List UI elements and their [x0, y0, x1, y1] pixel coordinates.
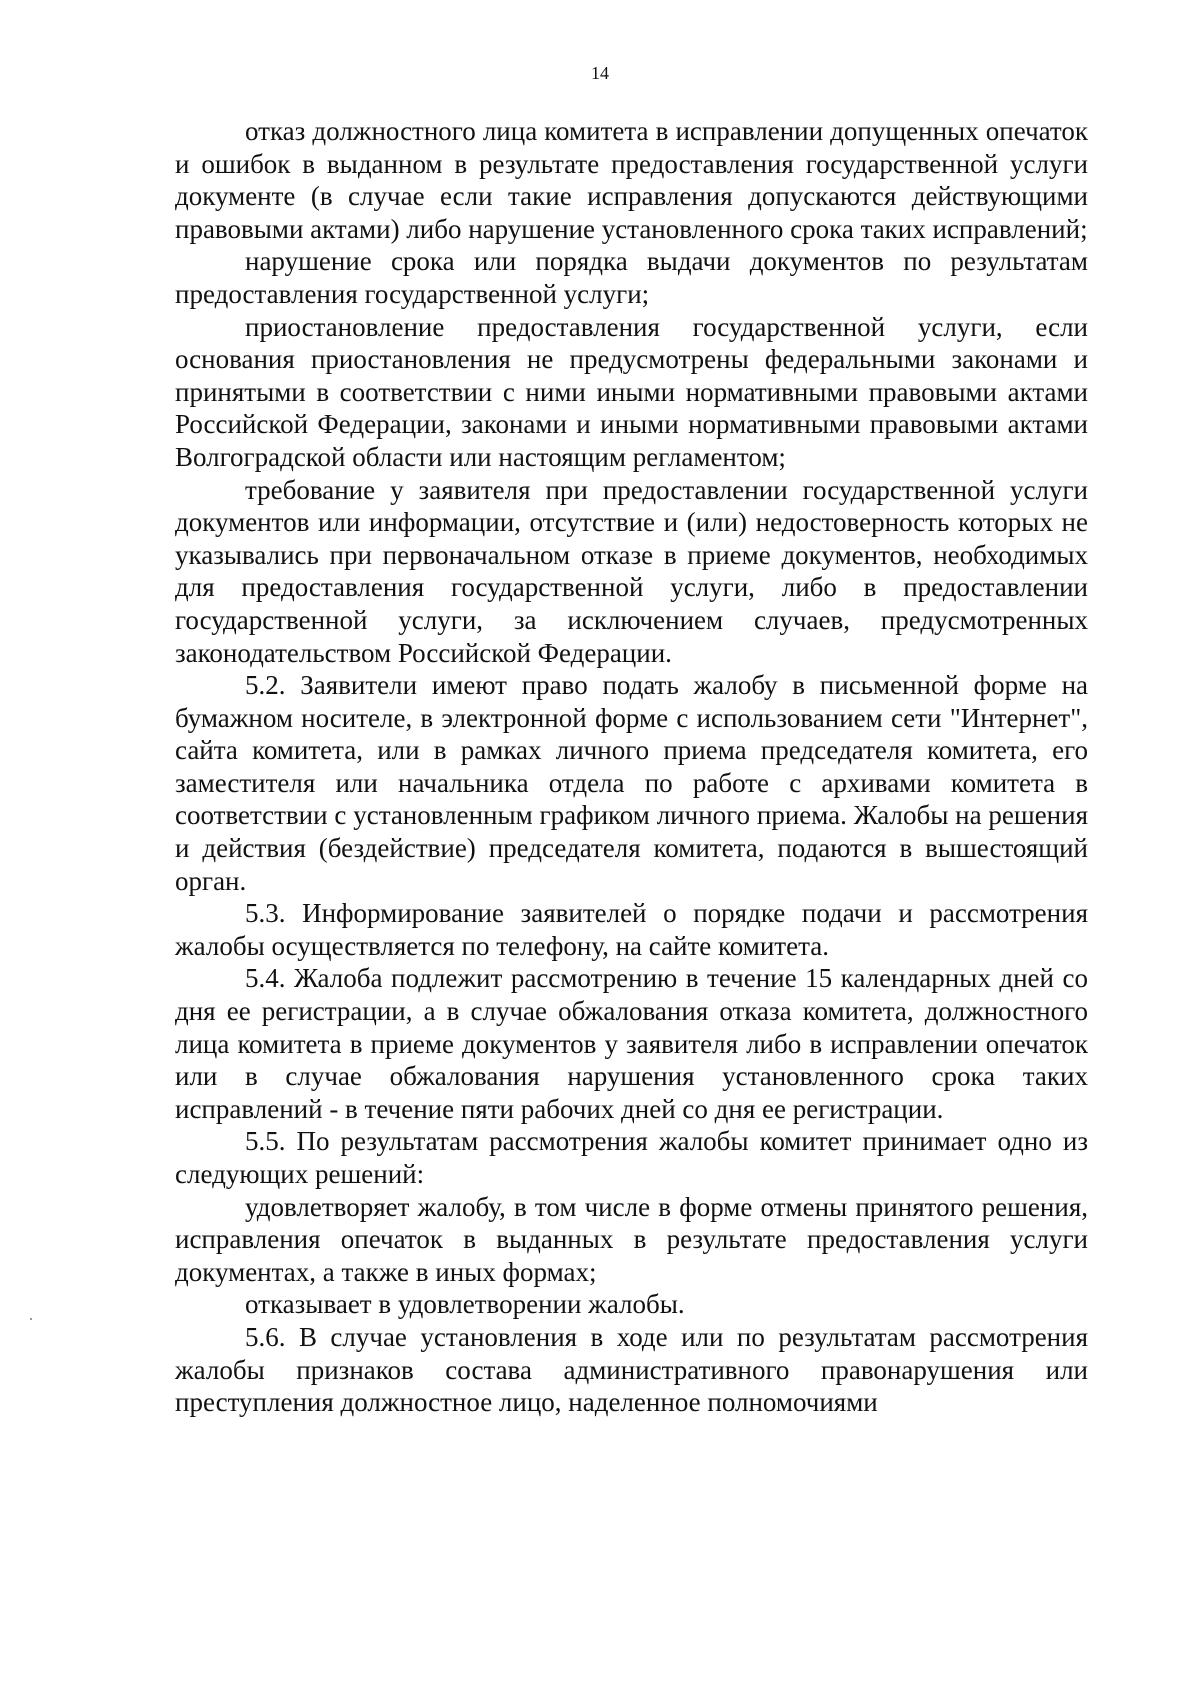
paragraph-document-requirement: требование у заявителя при предоставлении государственной услуги документов или информации, отсутствие и (или) недостоверность которых не указывались при первоначальном отказе в приеме документов, необходимых для предоставления государственной услуги, либо в предоставлении государственной услуги, за исключением случаев, предусмотренных законодательством Российской Федерации.: [175, 474, 1088, 668]
scan-speck: [30, 1318, 32, 1320]
paragraph-refuses-complaint: отказывает в удовлетворении жалобы.: [245, 1289, 685, 1320]
paragraph-5-5: 5.5. По результатам рассмотрения жалобы комитет принимает одно из следующих решений:: [175, 1126, 1088, 1189]
document-body: [175, 115, 1088, 1419]
paragraph-5-6: 5.6. В случае установления в ходе или по результатам рассмотрения жалобы признаков состава административного правонарушения или преступления должностное лицо, наделенное полномочиями: [175, 1321, 1088, 1418]
page-number: 14: [591, 63, 609, 83]
paragraph-typo-refusal: отказ должностного лица комитета в исправлении допущенных опечаток и ошибок в выданном в результате предоставления государственной услуги документе (в случае если такие исправления допускаются действующими правовыми актами) либо нарушение установленного срока таких исправлений;: [175, 116, 1088, 244]
paragraph-5-2: 5.2. Заявители имеют право подать жалобу в письменной форме на бумажном носителе, в электронной форме с использованием сети "Интернет", сайта комитета, или в рамках личного приема председателя комитета, его заместителя или начальника отдела по работе с архивами комитета в соответствии с установленным графиком личного приема. Жалобы на решения и действия (бездействие) председателя комитета, подаются в вышестоящий орган.: [175, 670, 1088, 896]
paragraph-5-3: 5.3. Информирование заявителей о порядке подачи и рассмотрения жалобы осуществляется по телефону, на сайте комитета.: [175, 898, 1088, 961]
paragraph-5-4: 5.4. Жалоба подлежит рассмотрению в течение 15 календарных дней со дня ее регистрации, а в случае обжалования отказа комитета, должностного лица комитета в приеме документов у заявителя либо в исправлении опечаток или в случае обжалования нарушения установленного срока таких исправлений - в течение пяти рабочих дней со дня ее регистрации.: [175, 963, 1088, 1124]
paragraph-deadline-violation: нарушение срока или порядка выдачи документов по результатам предоставления государственной услуги;: [175, 246, 1088, 309]
paragraph-satisfies-complaint: удовлетворяет жалобу, в том числе в форме отмены принятого решения, исправления опечаток в выданных в результате предоставления услуги документах, а также в иных формах;: [175, 1191, 1088, 1287]
paragraph-suspension: приостановление предоставления государственной услуги, если основания приостановления не предусмотрены федеральными законами и принятыми в соответствии с ними иными нормативными правовыми актами Российской Федерации, законами и иными нормативными правовыми актами Волгоградской области или настоящим регламентом;: [175, 311, 1088, 472]
